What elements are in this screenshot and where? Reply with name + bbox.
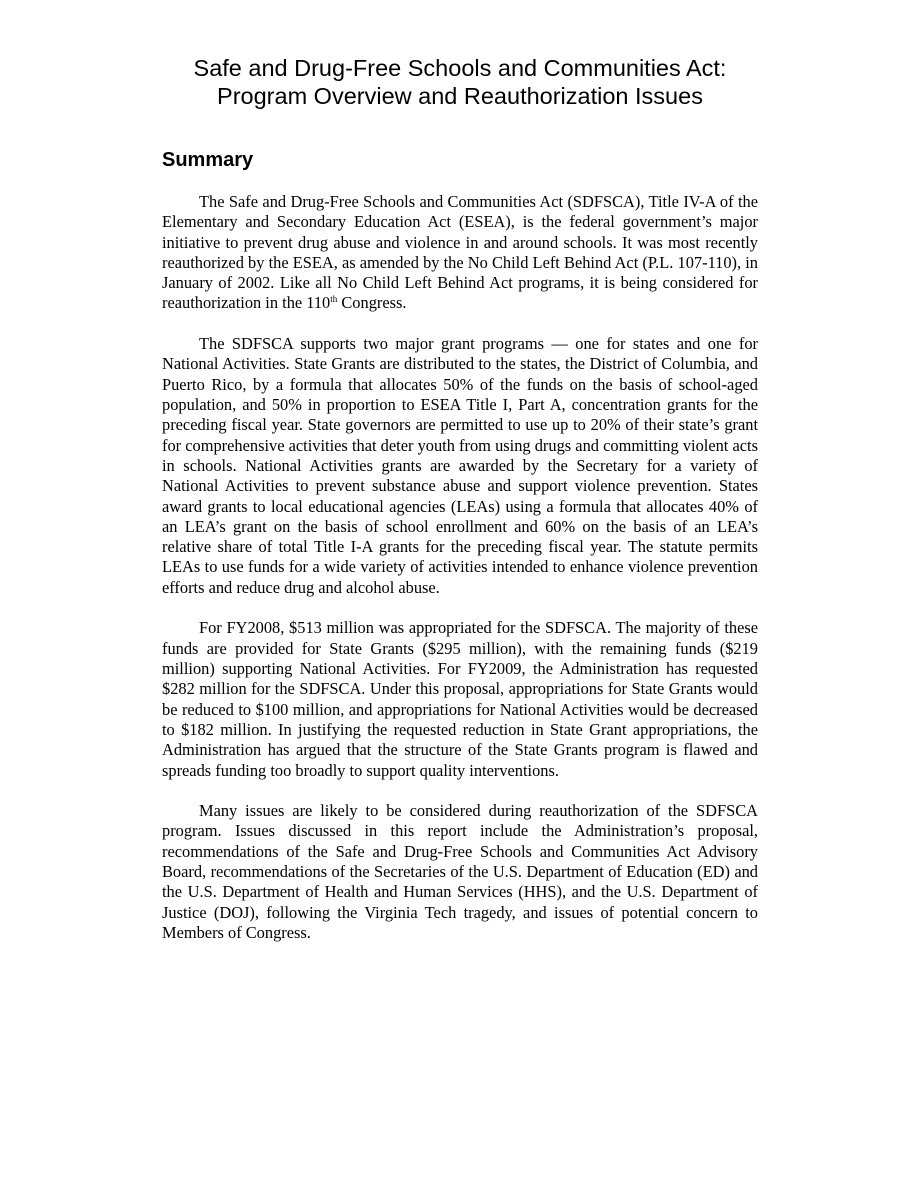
summary-paragraph-3: For FY2008, $513 million was appropriated for the SDFSCA. The majority of these funds are provided for State Grants ($295 million), with the remaining funds ($219 million) supporting National Activities. For FY2009, the Administration has requested $282 million for the SDFSCA. Under this proposal, appropriations for State Grants would be reduced to $100 million, and appropriations for National Activities would be decreased to $182 million. In justifying the requested reduction in State Grant appropriations, the Administration has argued that the structure of the State Grants program is flawed and spreads funding too broadly to support quality interventions.	[162, 618, 758, 780]
title-line-2: Program Overview and Reauthorization Issues	[217, 83, 703, 109]
document-page	[162, 0, 758, 964]
summary-paragraph-2: The SDFSCA supports two major grant programs — one for states and one for National Activities. State Grants are distributed to the states, the District of Columbia, and Puerto Rico, by a formula that allocates 50% of the funds on the basis of school-aged population, and 50% in proportion to ESEA Title I, Part A, concentration grants for the preceding fiscal year. State governors are permitted to use up to 20% of their state’s grant for comprehensive activities that deter youth from using drugs and committing violent acts in schools. National Activities grants are awarded by the Secretary for a variety of National Activities to prevent substance abuse and support violence prevention. States award grants to local educational agencies (LEAs) using a formula that allocates 40% of an LEA’s grant on the basis of school enrollment and 60% on the basis of an LEA’s relative share of total Title I-A grants for the preceding fiscal year. The statute permits LEAs to use funds for a wide variety of activities intended to enhance violence prevention efforts and reduce drug and alcohol abuse.	[162, 334, 758, 597]
summary-body	[162, 192, 758, 943]
summary-paragraph-1	[162, 192, 758, 314]
section-heading: Summary	[162, 149, 254, 171]
paragraph-1-text: The Safe and Drug-Free Schools and Communities Act (SDFSCA), Title IV-A of the Elementary and Secondary Education Act (ESEA), is the federal government’s major initiative to prevent drug abuse and violence in and around schools. It was most recently reauthorized by the ESEA, as amended by the No Child Left Behind Act (P.L. 107-110), in January of 2002. Like all No Child Left Behind Act programs, it is being considered for reauthorization in the 110	[162, 192, 758, 313]
title-line-1: Safe and Drug-Free Schools and Communities Act:	[193, 55, 727, 81]
summary-paragraph-4: Many issues are likely to be considered during reauthorization of the SDFSCA program. Issues discussed in this report include the Administration’s proposal, recommendations of the Safe and Drug-Free Schools and Communities Act Advisory Board, recommendations of the Secretaries of the U.S. Department of Education (ED) and the U.S. Department of Health and Human Services (HHS), and the U.S. Department of Justice (DOJ), following the Virginia Tech tragedy, and issues of potential concern to Members of Congress.	[162, 801, 758, 942]
document-title	[162, 54, 758, 110]
paragraph-1-text-end: Congress.	[337, 293, 407, 313]
ordinal-superscript: th	[330, 294, 338, 305]
